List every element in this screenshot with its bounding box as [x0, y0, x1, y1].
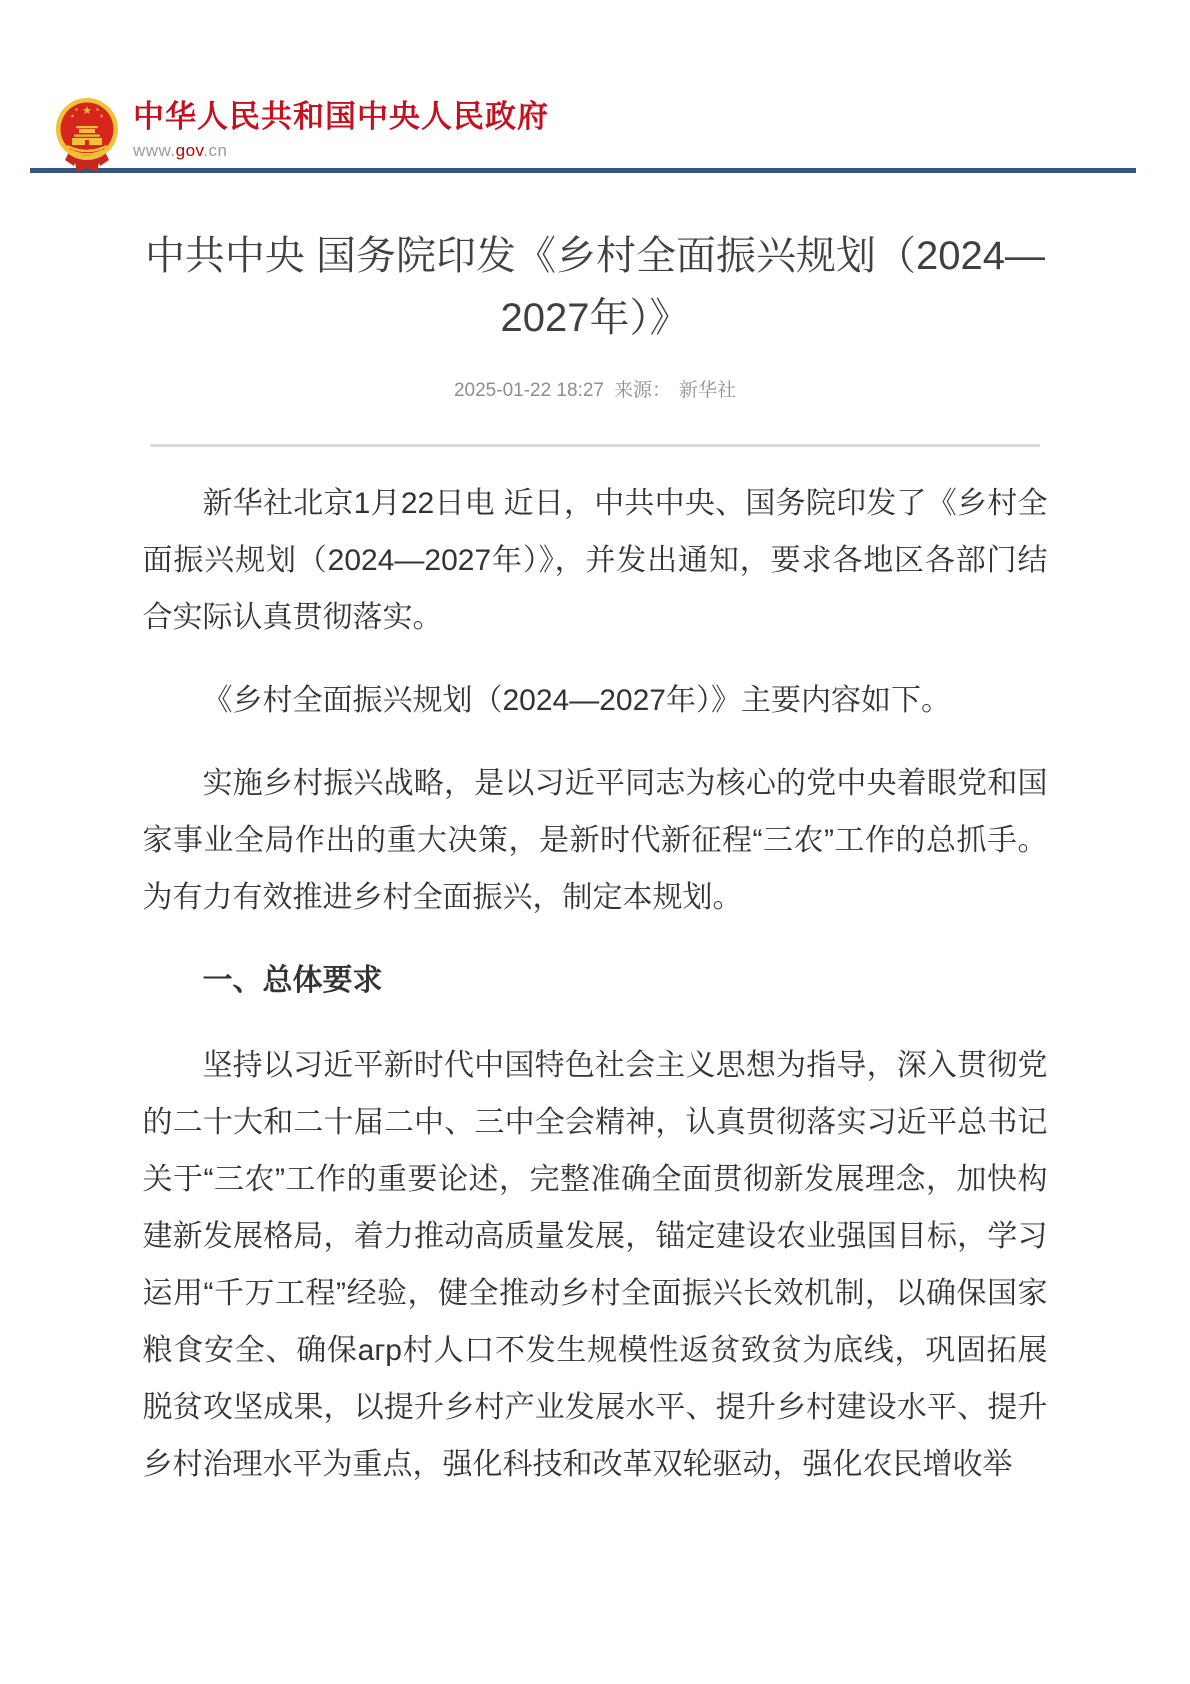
section-heading: 一、总体要求 — [202, 964, 383, 997]
url-gov: gov — [175, 140, 204, 160]
site-url — [133, 141, 549, 161]
source-label: 来源： — [613, 380, 671, 401]
paragraph: 新华社北京1月22日电 近日，中共中央、国务院印发了《乡村全面振兴规划（2024—2027年）》，并发出通知，要求各地区各部门结合实际认真贯彻落实。 — [142, 487, 1048, 634]
header-divider-rule — [30, 168, 1136, 173]
site-logo-link[interactable] — [0, 96, 1190, 176]
url-www: www. — [133, 140, 176, 160]
site-header — [0, 0, 1190, 173]
article-title: 中共中央 国务院印发《乡村全面振兴规划（2024—2027年）》 — [144, 234, 1046, 340]
paragraph: 实施乡村振兴战略，是以习近平同志为核心的党中央着眼党和国家事业全局作出的重大决策，是新时代新征程“三农”工作的总抓手。为有力有效推进乡村全面振兴，制定本规划。 — [142, 767, 1048, 914]
site-text — [133, 96, 549, 161]
national-emblem-icon — [55, 96, 119, 176]
site-name: 中华人民共和国中央人民政府 — [133, 99, 549, 134]
article-body — [143, 447, 1048, 1493]
article-main — [0, 225, 1190, 1493]
paragraph: 坚持以习近平新时代中国特色社会主义思想为指导，深入贯彻党的二十大和二十届二中、三中全会精神，认真贯彻落实习近平总书记关于“三农”工作的重要论述，完整准确全面贯彻新发展理念，加快构建新发展格局，着力推动高质量发展，锚定建设农业强国目标，学习运用“千万工程”经验，健全推动乡村全面振兴长效机制，以确保国家粮食安全、确保агр村人口不发生规模性返贫致贫为底线，巩固拓展脱贫攻坚成果，以提升乡村产业发展水平、提升乡村建设水平、提升乡村治理水平为重点，强化科技和改革双轮驱动，强化农民增收举 — [142, 1049, 1048, 1481]
source-name: 新华社 — [679, 380, 737, 401]
url-cn: .cn — [203, 140, 228, 160]
paragraph: 《乡村全面振兴规划（2024—2027年）》主要内容如下。 — [202, 684, 951, 717]
article-meta — [0, 375, 1190, 402]
publish-datetime: 2025-01-22 18:27 — [453, 380, 604, 401]
